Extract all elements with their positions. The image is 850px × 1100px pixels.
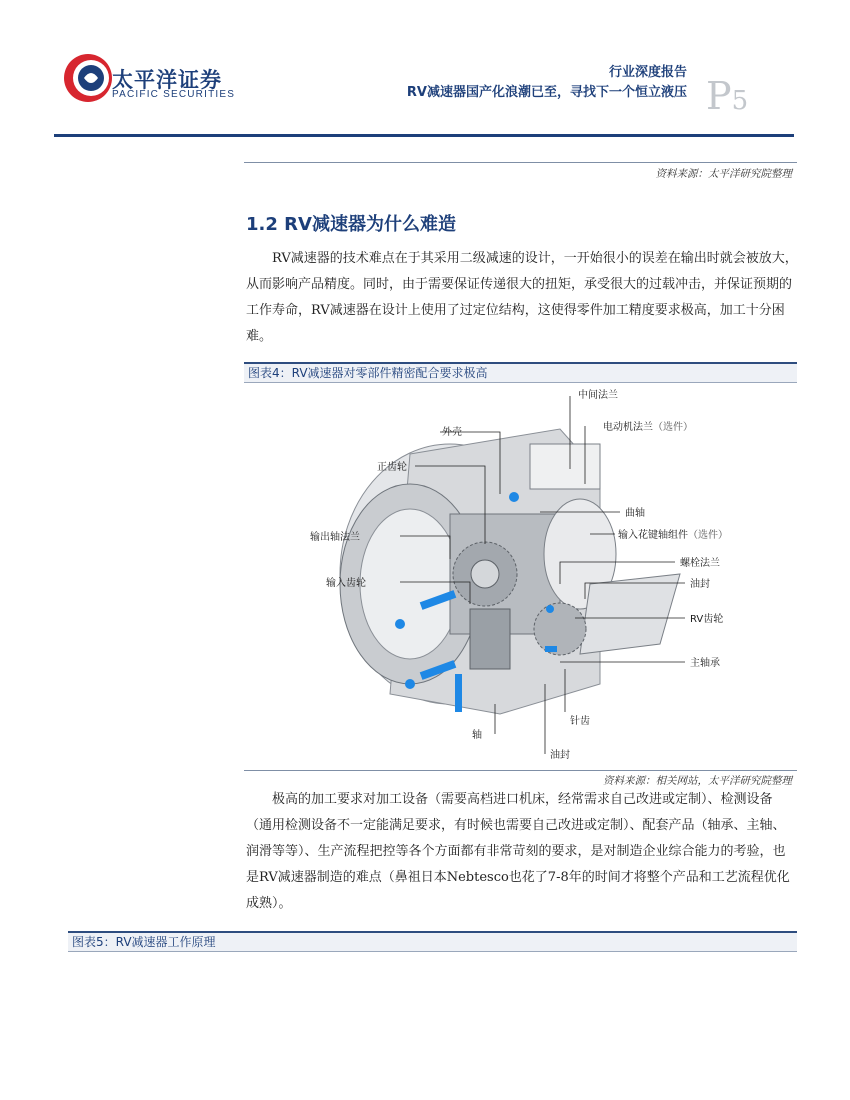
source-divider <box>244 162 797 163</box>
page-number: P5 <box>706 74 749 118</box>
report-title: RV减速器国产化浪潮已至，寻找下一个恒立液压 <box>406 85 687 100</box>
label-oil-seal-2: 油封 <box>550 750 570 761</box>
label-main-bearing: 主轴承 <box>690 658 720 669</box>
label-pin-tooth: 针齿 <box>570 716 590 727</box>
logo-english-name: PACIFIC SECURITIES <box>112 89 236 100</box>
label-input-spline: 输入花键轴组件（选件） <box>618 530 728 541</box>
logo-chinese-name: 太平洋证券 <box>112 68 222 92</box>
header-rule <box>54 134 794 137</box>
report-type: 行业深度报告 <box>608 65 687 80</box>
label-spur-gear: 正齿轮 <box>377 462 407 473</box>
figure4-caption: 图表4：RV减速器对零部件精密配合要求极高 <box>244 362 797 383</box>
label-shell: 外壳 <box>442 427 462 438</box>
label-mid-flange: 中间法兰 <box>578 390 618 401</box>
label-rv-gear: RV齿轮 <box>690 614 724 625</box>
section-heading: 1.2 RV减速器为什么难造 <box>246 214 456 235</box>
figure4-source-note: 资料来源：相关网站，太平洋研究院整理 <box>603 775 792 787</box>
label-shaft: 轴 <box>472 730 482 741</box>
label-input-gear: 输入齿轮 <box>326 578 366 589</box>
paragraph-manufacturing: 极高的加工要求对加工设备（需要高档进口机床，经常需求自己改进或定制）、检测设备（通用检测设备不一定能满足要求，有时候也需要自己改进或定制）、配套产品（轴承、主轴、润滑等等）、生产流程把控等各个方面都有非常苛刻的要求，是对制造企业综合能力的考验，也是RV减速器制造的难点（鼻祖日本Nebtesco也花了7-8年的时间才将整个产品和工艺流程优化成熟）。 <box>246 792 790 911</box>
label-motor-flange: 电动机法兰（选件） <box>603 422 693 433</box>
source-note-top: 资料来源：太平洋研究院整理 <box>655 168 792 180</box>
figure5-caption: 图表5：RV减速器工作原理 <box>68 931 797 952</box>
label-bolt-flange: 螺栓法兰 <box>680 558 720 569</box>
logo-emblem-icon <box>64 54 112 102</box>
rv-reducer-diagram <box>300 384 740 764</box>
paragraph-difficulty: RV减速器的技术难点在于其采用二级减速的设计，一开始很小的误差在输出时就会被放大，从而影响产品精度。同时，由于需要保证传递很大的扭矩，承受很大的过载冲击，并保证预期的工作寿命，RV减速器在设计上使用了过定位结构，这使得零件加工精度要求极高，加工十分困难。 <box>246 251 798 344</box>
figure4-source-divider <box>244 770 797 771</box>
label-output-flange: 输出轴法兰 <box>310 532 360 543</box>
label-oil-seal-1: 油封 <box>690 579 710 590</box>
label-crankshaft: 曲轴 <box>625 508 645 519</box>
